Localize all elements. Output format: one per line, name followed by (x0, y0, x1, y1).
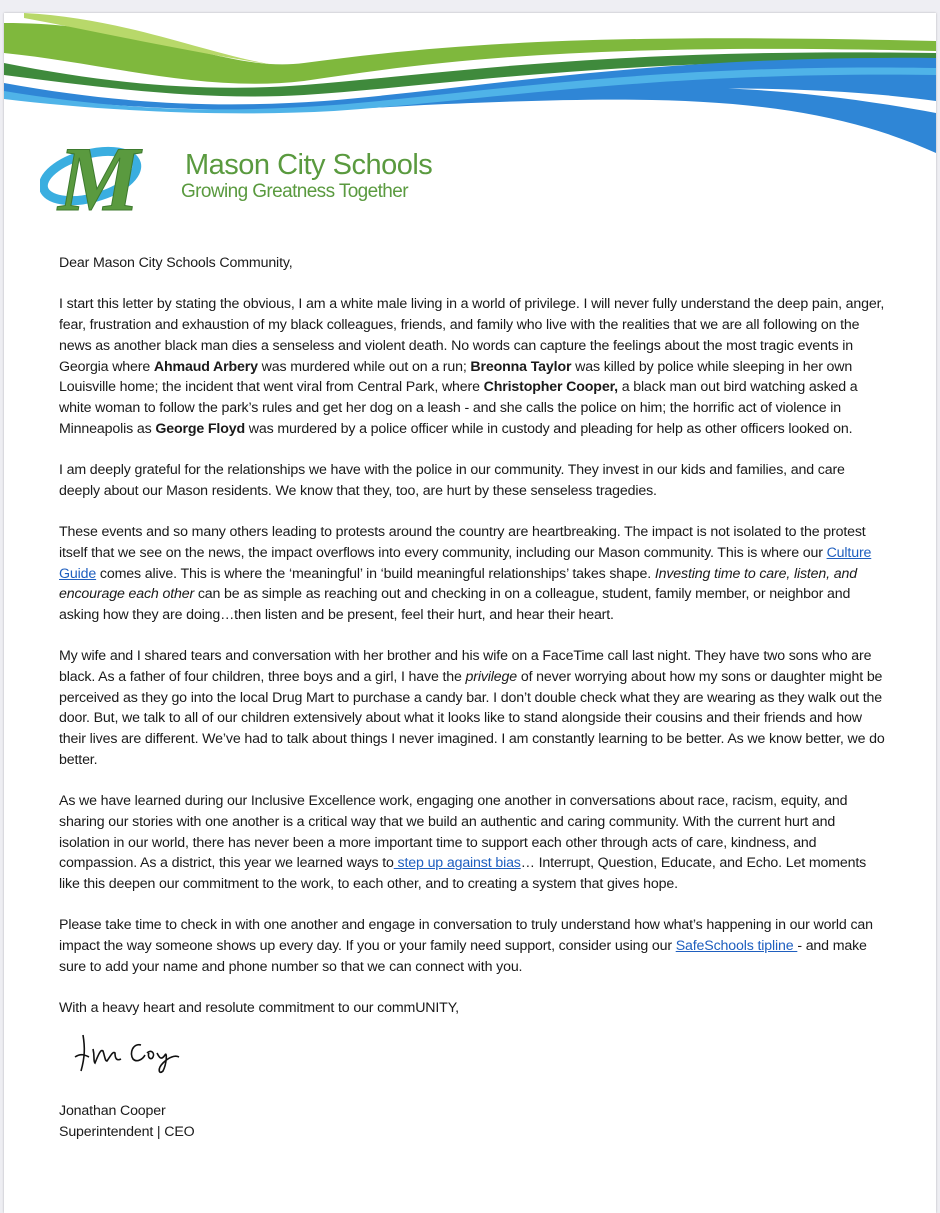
text-run: I am deeply grateful for the relationships we have with the police in our community. They invest in our kids and families, and care deeply about our Mason residents. We know that they, too, are hurt by these senseless tragedies. (59, 462, 845, 499)
text-run: - and make sure to add your name and phone number so that we can connect with you. (59, 938, 867, 975)
text-run: My wife and I shared tears and conversation with her brother and his wife on a FaceTime call last night. They have two sons who are black. As a father of four children, three boys and a girl, I have the (59, 648, 872, 685)
paragraph (59, 522, 889, 626)
salutation: Dear Mason City Schools Community, (59, 255, 293, 271)
letter-page (4, 13, 936, 1213)
text-run: With a heavy heart and resolute commitment to our commUNITY, (59, 1000, 459, 1017)
svg-text:M: M (58, 128, 140, 228)
italic-text: Investing time to care, listen, and encourage each other (59, 565, 857, 603)
signature-image (71, 1027, 181, 1077)
italic-text: privilege (465, 669, 518, 685)
text-run: … Interrupt, Question, Educate, and Echo. Let moments like this deepen our commitment to the work, to each other, and to creating a system that gives hope. (59, 855, 867, 893)
bold-name: Christopher Cooper, (483, 379, 618, 396)
text-run: Please take time to check in with one another and engage in conversation to truly understand how what’s happening in our world can impact the way someone shows up every day. If you or your family need support, consider using our (59, 917, 873, 955)
paragraph (59, 646, 889, 770)
text-run: was murdered by a police officer while in custody and pleading for help as other officers looked on. (245, 420, 853, 437)
signer-name: Jonathan Cooper (59, 1102, 166, 1119)
text-run: of never worrying about how my sons or daughter might be perceived as they go into the local Drug Mart to purchase a candy bar. I don’t double check what they are wearing as they walk out the door. But, we talk to all of our children extensively about what it looks like to stand alongside their cousins and their friends and how their lives are different. We’ve had to talk about things I never imagined. I am constantly learning to be better. As we know better, we do better. (59, 669, 885, 768)
text-run: As we have learned during our Inclusive Excellence work, engaging one another in conversations about race, racism, equity, and sharing our stories with one another is a critical way that we build an authentic and caring community. With the current hurt and isolation in our world, there has never been a more important time to support each other through acts of care, kindness, and compassion. As a district, this year we learned ways to (59, 793, 848, 872)
link[interactable]: SafeSchools tipline (675, 938, 798, 955)
signer-title: Superintendent | CEO (59, 1123, 195, 1140)
paragraph (59, 791, 889, 895)
paragraph (59, 294, 889, 439)
link[interactable]: Culture Guide (59, 544, 872, 582)
text-run: was murdered while out on a run; (257, 358, 471, 375)
school-tagline: Growing Greatness Together (181, 181, 408, 202)
paragraph (59, 460, 889, 501)
bold-name: Ahmaud Arbery (153, 358, 258, 375)
bold-name: Breonna Taylor (470, 358, 572, 375)
closing-line (59, 998, 889, 1019)
text-run: These events and so many others leading to protests around the country are heartbreaking. The impact is not isolated to the protest itself that we see on the news, the impact overflows into every community, including our Mason community. This is where our (59, 524, 866, 561)
text-run: comes alive. This is where the ‘meaningful’ in ‘build meaningful relationships’ takes shape. (96, 565, 655, 582)
school-name: Mason City Schools (185, 149, 433, 181)
text-run: a black man out bird watching asked a white woman to follow the park’s rules and get her dog on a leash - and she calls the police on him; the horrific act of violence in Minneapolis as (59, 379, 858, 437)
letter-body (59, 253, 889, 1142)
text-run: I start this letter by stating the obvious, I am a white male living in a world of privilege. I will never fully understand the deep pain, anger, fear, frustration and exhaustion of my black colleagues, friends, and family who live with the realities that we are all following on the news as another black man dies a senseless and violent death. No words can capture the feelings about the most tragic events in Georgia where (59, 296, 885, 375)
paragraph (59, 915, 889, 977)
m-logo-icon (40, 128, 180, 228)
text-run: was killed by police while sleeping in her own Louisville home; the incident that went viral from Central Park, where (59, 358, 853, 396)
school-logo (40, 128, 440, 228)
bold-name: George Floyd (155, 420, 245, 437)
link[interactable]: step up against bias (393, 855, 521, 872)
text-run: can be as simple as reaching out and checking in on a colleague, student, family member, or neighbor and asking how they are doing…then listen and be present, feel their hurt, and hear their heart. (59, 586, 851, 623)
